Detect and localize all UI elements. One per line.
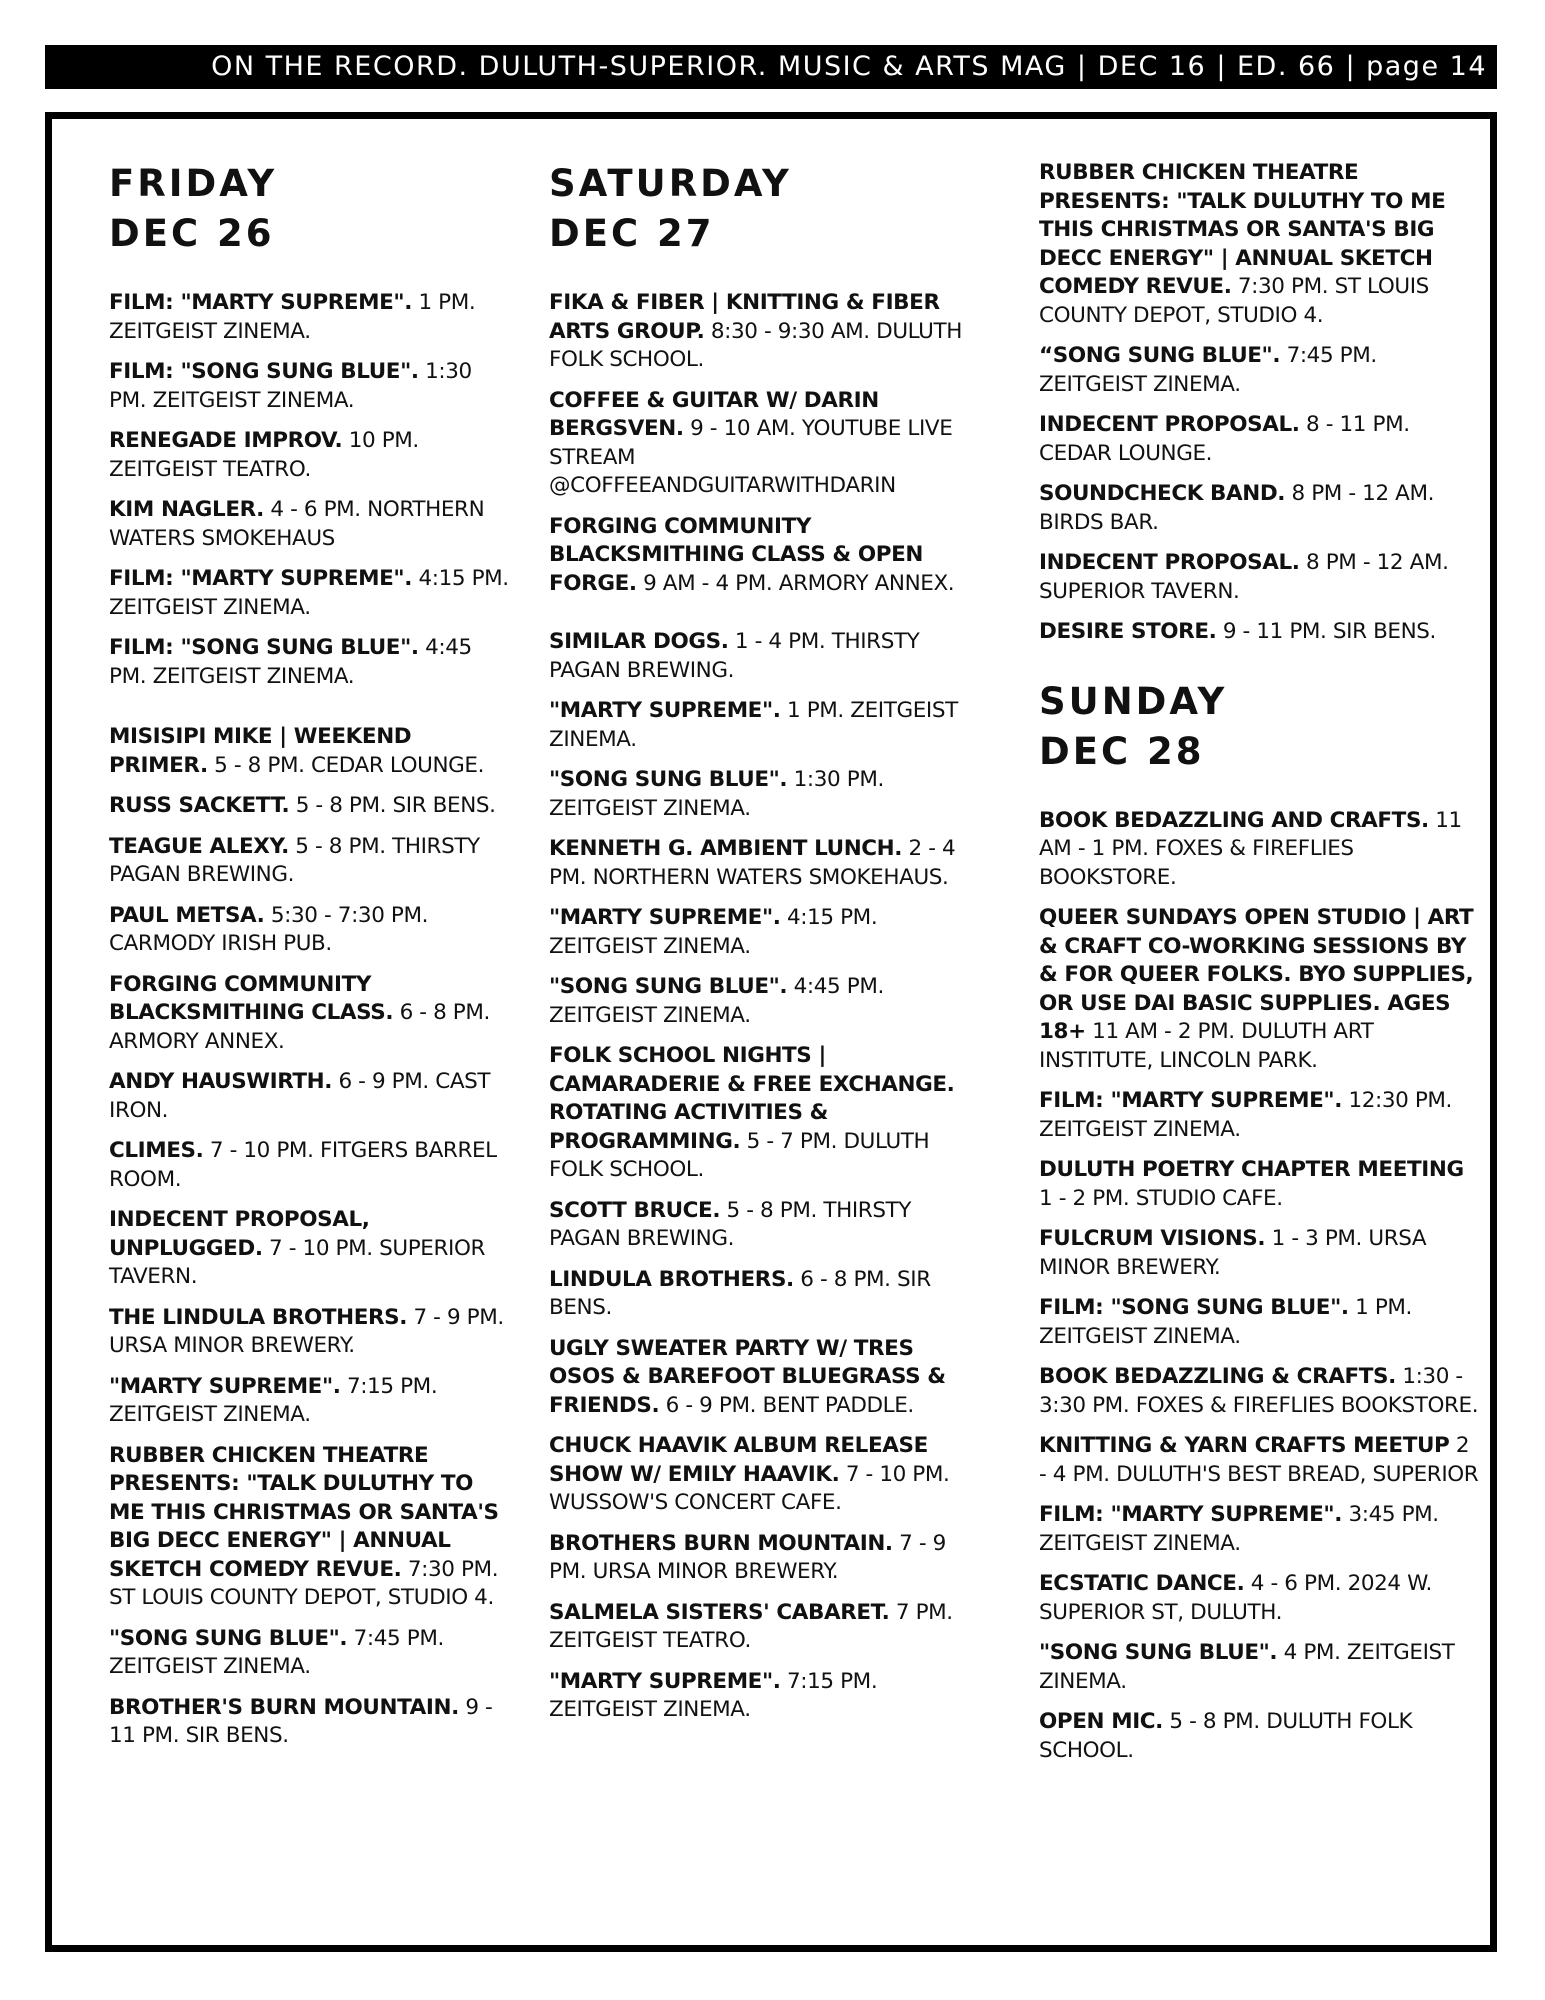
event-listing [109,1206,509,1292]
event-title: FILM: "MARTY SUPREME". [109,566,413,591]
event-detail: 2 - 4 PM. DULUTH'S BEST BREAD, SUPERIOR [1039,1433,1479,1487]
event-detail: 4:45 PM. ZEITGEIST ZINEMA. [549,974,884,1028]
event-listing [109,1068,509,1125]
event-title: INDECENT PROPOSAL, UNPLUGGED. [109,1207,370,1261]
event-listing [1039,1570,1479,1627]
event-title: "SONG SUNG BLUE". [1039,1640,1278,1665]
event-detail: 8 PM - 12 AM. SUPERIOR TAVERN. [1039,550,1449,604]
day-date: DEC 28 [1039,729,1205,773]
event-title: INDECENT PROPOSAL. [1039,550,1300,575]
event-title: SOUNDCHECK BAND. [1039,481,1286,506]
event-listing [1039,1294,1479,1351]
event-detail: 6 - 8 PM. ARMORY ANNEX. [109,1000,490,1054]
event-title: "SONG SUNG BLUE". [549,767,788,792]
event-listing [109,792,509,821]
event-title: SCOTT BRUCE. [549,1197,721,1223]
event-title: BROTHERS BURN MOUNTAIN. [549,1530,893,1556]
event-detail: 11 AM - 1 PM. FOXES & FIREFLIES BOOKSTORE. [1039,807,1462,890]
event-listing [549,904,979,961]
event-detail: 9 - 11 PM. SIR BENS. [1222,619,1436,644]
event-title: FILM: "MARTY SUPREME". [109,290,413,315]
event-title: "SONG SUNG BLUE". [549,974,788,999]
event-detail: 11 AM - 2 PM. DULUTH ART INSTITUTE, LINCOLN PARK. [1039,1019,1374,1073]
event-detail: 4:45 PM. ZEITGEIST ZINEMA. [109,635,472,689]
event-detail: 6 - 8 PM. SIR BENS. [549,1266,931,1320]
event-title: OPEN MIC. [1039,1709,1163,1734]
header-bar [45,45,1497,89]
event-detail: 4:15 PM. ZEITGEIST ZINEMA. [109,566,509,620]
event-listing [549,628,979,685]
event-detail: 5 - 8 PM. THIRSTY PAGAN BREWING. [109,833,480,887]
event-listing [549,513,979,599]
event-detail: 7:15 PM. ZEITGEIST ZINEMA. [109,1373,438,1427]
event-detail: 1 PM. ZEITGEIST ZINEMA. [549,698,958,752]
event-listing [549,1266,979,1323]
event-title: THE LINDULA BROTHERS. [109,1304,408,1330]
event-listing [109,1442,509,1613]
event-detail: 1:30 PM. ZEITGEIST ZINEMA. [549,767,884,821]
event-title: CLIMES. [109,1138,204,1163]
event-detail: 1 PM. ZEITGEIST ZINEMA. [109,290,476,344]
event-title: RUSS SACKETT. [109,793,290,818]
day-name: FRIDAY [109,162,278,205]
event-title: FOLK SCHOOL NIGHTS | CAMARADERIE & FREE EXCHANGE. ROTATING ACTIVITIES & PROGRAMMING. [549,1043,955,1154]
event-listing [549,1197,979,1254]
event-detail: 7:45 PM. ZEITGEIST ZINEMA. [109,1625,444,1679]
event-detail: 7 - 10 PM. SUPERIOR TAVERN. [109,1235,486,1289]
event-detail: 4 PM. ZEITGEIST ZINEMA. [1039,1640,1455,1694]
event-title: KENNETH G. AMBIENT LUNCH. [549,836,903,861]
event-listing [549,387,979,501]
event-detail: 12:30 PM. ZEITGEIST ZINEMA. [1039,1088,1452,1142]
event-title: TEAGUE ALEXY. [109,833,289,859]
day-date: DEC 26 [109,212,275,255]
event-listing [109,427,509,484]
event-detail: 1 PM. ZEITGEIST ZINEMA. [1039,1295,1412,1349]
day-date: DEC 27 [549,212,715,255]
event-title: "MARTY SUPREME". [109,1373,341,1399]
event-title: FORGING COMMUNITY BLACKSMITHING CLASS. [109,971,394,1025]
event-detail: 2 - 4 PM. NORTHERN WATERS SMOKEHAUS. [549,836,956,890]
event-title: DESIRE STORE. [1039,619,1217,644]
event-title: KIM NAGLER. [109,497,264,522]
event-title: FIKA & FIBER | KNITTING & FIBER ARTS GROUP. [549,290,940,344]
event-detail: 10 PM. ZEITGEIST TEATRO. [109,428,419,482]
event-listing [1039,549,1479,606]
event-detail: 6 - 9 PM. CAST IRON. [109,1069,491,1123]
event-detail: 7 - 10 PM. FITGERS BARREL ROOM. [109,1138,497,1192]
event-listing [109,1694,509,1751]
event-detail: 5 - 8 PM. DULUTH FOLK SCHOOL. [1039,1709,1413,1763]
event-listing [1039,159,1479,330]
event-listing [549,1432,979,1518]
event-title: SALMELA SISTERS' CABARET. [549,1599,890,1625]
event-listing [549,289,979,375]
event-detail: 8:30 - 9:30 AM. DULUTH FOLK SCHOOL. [549,318,963,372]
saturday-event-list [549,289,979,1725]
event-title: MISISIPI MIKE | WEEKEND PRIMER. [109,724,412,778]
event-title: "SONG SUNG BLUE". [109,1625,348,1651]
event-listing [109,1137,509,1194]
event-title: KNITTING & YARN CRAFTS MEETUP [1039,1433,1450,1458]
event-detail: 8 PM - 12 AM. BIRDS BAR. [1039,481,1435,535]
event-detail: 6 - 9 PM. BENT PADDLE. [665,1392,914,1418]
event-listing [1039,1225,1479,1282]
event-listing [1039,1087,1479,1144]
event-listing [1039,342,1479,399]
saturday-heading [549,159,979,259]
event-detail: 1:30 PM. ZEITGEIST ZINEMA. [109,359,472,413]
event-detail: 8 - 11 PM. CEDAR LOUNGE. [1039,412,1410,466]
event-listing [109,1625,509,1682]
event-listing [1039,904,1479,1075]
event-detail: 9 AM - 4 PM. ARMORY ANNEX. [643,570,955,596]
saturday-column [549,159,979,1737]
event-title: FULCRUM VISIONS. [1039,1226,1266,1251]
event-listing [549,1530,979,1587]
event-title: “SONG SUNG BLUE". [1039,343,1281,368]
saturday-continued-event-list [1039,159,1479,647]
event-title: RUBBER CHICKEN THEATRE PRESENTS: "TALK DULUTHY TO ME THIS CHRISTMAS OR SANTA'S BIG DECC ENERGY" | ANNUAL SKETCH COMEDY REVUE. [109,1442,499,1582]
event-title: "MARTY SUPREME". [549,698,781,723]
event-listing [549,1042,979,1185]
event-detail: 5 - 8 PM. SIR BENS. [295,793,496,818]
event-detail: 7:45 PM. ZEITGEIST ZINEMA. [1039,343,1377,397]
event-detail: 5 - 8 PM. CEDAR LOUNGE. [214,752,485,778]
listings-frame [45,112,1497,1952]
header-text: ON THE RECORD. DULUTH-SUPERIOR. MUSIC & ARTS MAG | DEC 16 | ED. 66 | page 14 [211,51,1487,82]
event-listing [109,496,509,553]
event-title: BOOK BEDAZZLING & CRAFTS. [1039,1364,1396,1389]
event-listing [549,835,979,892]
event-listing [1039,1156,1479,1213]
spacer [109,703,509,723]
day-name: SUNDAY [1039,679,1228,723]
event-listing [1039,480,1479,537]
event-title: DULUTH POETRY CHAPTER MEETING [1039,1157,1464,1182]
event-listing [109,634,509,691]
event-detail: 3:45 PM. ZEITGEIST ZINEMA. [1039,1502,1439,1556]
saturday-sunday-column [1039,159,1479,1777]
event-listing [1039,618,1479,647]
event-listing [109,971,509,1057]
event-listing [109,902,509,959]
event-title: CHUCK HAAVIK ALBUM RELEASE SHOW W/ EMILY HAAVIK. [549,1433,928,1487]
friday-column [109,159,509,1763]
event-listing [549,973,979,1030]
event-title: SIMILAR DOGS. [549,629,729,654]
event-title: PAUL METSA. [109,902,265,928]
event-detail: 7 - 10 PM. WUSSOW'S CONCERT CAFE. [549,1461,950,1515]
event-listing [109,723,509,780]
event-detail: 9 - 11 PM. SIR BENS. [109,1694,493,1748]
event-detail: 1 - 2 PM. STUDIO CAFE. [1039,1185,1283,1211]
event-detail: 4 - 6 PM. NORTHERN WATERS SMOKEHAUS [109,497,485,551]
event-listing [1039,807,1479,893]
event-detail: 4 - 6 PM. 2024 W. SUPERIOR ST, DULUTH. [1039,1571,1432,1625]
event-listing [549,697,979,754]
event-detail: 1 - 4 PM. THIRSTY PAGAN BREWING. [549,629,920,683]
event-listing [1039,1639,1479,1696]
event-detail: 5 - 7 PM. DULUTH FOLK SCHOOL. [549,1128,930,1182]
event-listing [109,1304,509,1361]
event-listing [1039,411,1479,468]
event-detail: 9 - 10 AM. YOUTUBE LIVE STREAM @COFFEEANDGUITARWITHDARIN [549,416,953,498]
event-title: RENEGADE IMPROV. [109,428,343,453]
event-detail: 7:15 PM. ZEITGEIST ZINEMA. [549,1668,878,1722]
event-listing [109,289,509,346]
event-detail: 7 - 9 PM. URSA MINOR BREWERY. [109,1304,504,1358]
event-listing [1039,1501,1479,1558]
event-title: RUBBER CHICKEN THEATRE PRESENTS: "TALK DULUTHY TO ME THIS CHRISTMAS OR SANTA'S BIG DECC ENERGY" | ANNUAL SKETCH COMEDY REVUE. [1039,160,1446,299]
event-detail: 5 - 8 PM. THIRSTY PAGAN BREWING. [549,1197,912,1251]
event-listing [549,766,979,823]
event-listing [109,565,509,622]
sunday-heading [1039,677,1479,777]
event-title: QUEER SUNDAYS OPEN STUDIO | ART & CRAFT CO-WORKING SESSIONS BY & FOR QUEER FOLKS. BYO SUPPLIES, OR USE DAI BASIC SUPPLIES. AGES 18+ [1039,905,1474,1044]
day-name: SATURDAY [549,162,792,205]
event-title: BOOK BEDAZZLING AND CRAFTS. [1039,807,1429,833]
event-title: "MARTY SUPREME". [549,1668,781,1694]
event-title: FILM: "MARTY SUPREME". [1039,1088,1343,1113]
event-title: INDECENT PROPOSAL. [1039,412,1300,437]
event-detail: 7 - 9 PM. URSA MINOR BREWERY. [549,1530,946,1584]
event-title: FILM: "SONG SUNG BLUE". [109,359,419,384]
event-detail: 5:30 - 7:30 PM. CARMODY IRISH PUB. [109,902,429,956]
event-listing [1039,1363,1479,1420]
spacer [549,610,979,628]
event-detail: 7:30 PM. ST LOUIS COUNTY DEPOT, STUDIO 4. [1039,274,1429,328]
event-listing [109,833,509,890]
event-title: "MARTY SUPREME". [549,905,781,930]
event-detail: 1:30 - 3:30 PM. FOXES & FIREFLIES BOOKSTORE. [1039,1364,1479,1418]
event-detail: 7 PM. ZEITGEIST TEATRO. [549,1599,953,1653]
event-title: COFFEE & GUITAR W/ DARIN BERGSVEN. [549,387,879,441]
event-title: FORGING COMMUNITY BLACKSMITHING CLASS & OPEN FORGE. [549,513,923,596]
event-title: LINDULA BROTHERS. [549,1266,794,1292]
event-listing [1039,1432,1479,1489]
event-detail: 4:15 PM. ZEITGEIST ZINEMA. [549,905,878,959]
event-title: UGLY SWEATER PARTY W/ TRES OSOS & BAREFOOT BLUEGRASS & FRIENDS. [549,1335,946,1418]
friday-heading [109,159,509,259]
event-listing [109,1373,509,1430]
event-detail: 1 - 3 PM. URSA MINOR BREWERY. [1039,1226,1427,1280]
event-listing [1039,1708,1479,1765]
friday-event-list [109,289,509,1751]
event-title: BROTHER'S BURN MOUNTAIN. [109,1694,459,1720]
event-title: ECSTATIC DANCE. [1039,1571,1245,1596]
event-title: ANDY HAUSWIRTH. [109,1069,333,1094]
event-listing [109,358,509,415]
event-listing [549,1668,979,1725]
event-title: FILM: "SONG SUNG BLUE". [109,635,419,660]
event-title: FILM: "SONG SUNG BLUE". [1039,1295,1349,1320]
event-title: FILM: "MARTY SUPREME". [1039,1502,1343,1527]
event-detail: 7:30 PM. ST LOUIS COUNTY DEPOT, STUDIO 4. [109,1556,499,1610]
sunday-event-list [1039,807,1479,1766]
event-listing [549,1335,979,1421]
event-listing [549,1599,979,1656]
